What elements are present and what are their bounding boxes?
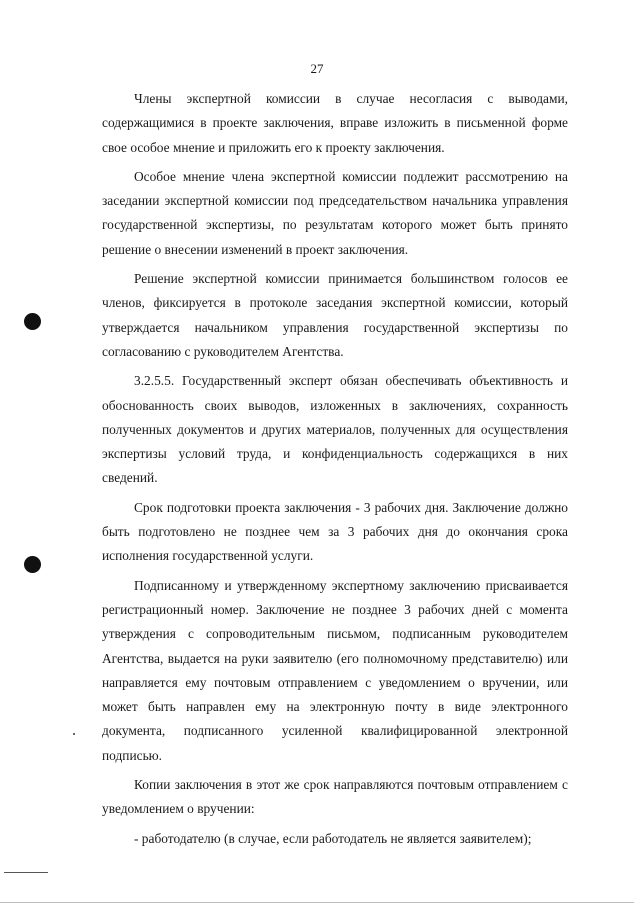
paragraph: 3.2.5.5. Государственный эксперт обязан обеспечивать объективность и обоснованность своих выводов, изложенных в заключениях, сохранность полученных документов и других материалов, полученных для осуществления экспертизы условий труда, и конфиденциальность содержащихся в них сведений. <box>102 373 568 486</box>
document-body <box>102 87 568 851</box>
scan-artifact <box>73 733 75 735</box>
scan-artifact <box>4 872 48 873</box>
paragraph: Члены экспертной комиссии в случае несогласия с выводами, содержащимися в проекте заключения, вправе изложить в письменной форме свое особое мнение и приложить его к проекту заключения. <box>102 91 568 155</box>
paragraph: Решение экспертной комиссии принимается большинством голосов ее членов, фиксируется в протоколе заседания экспертной комиссии, который утверждается начальником управления государственной экспертизы по согласованию с руководителем Агентства. <box>102 271 568 359</box>
paragraph: Копии заключения в этот же срок направляются почтовым отправлением с уведомлением о вручении: <box>102 777 568 817</box>
paragraph: Подписанному и утвержденному экспертному заключению присваивается регистрационный номер. Заключение не позднее 3 рабочих дней с момента утверждения с сопроводительным письмом, подписанным руководителем Агентства, выдается на руки заявителю (его полномочному представителю) или направляется ему почтовым отправлением с уведомлением о вручении, или может быть направлен ему на электронную почту в виде электронного документа, подписанного усиленной квалифицированной электронной подписью. <box>102 577 568 763</box>
list-item: - работодателю (в случае, если работодатель не является заявителем); <box>134 830 532 846</box>
page-edge <box>0 902 634 903</box>
paragraph: Срок подготовки проекта заключения - 3 рабочих дня. Заключение должно быть подготовлено не позднее чем за 3 рабочих дня до окончания срока исполнения государственной услуги. <box>102 499 568 564</box>
punch-hole <box>24 313 41 330</box>
page-number: 27 <box>310 61 324 76</box>
punch-hole <box>24 556 41 573</box>
paragraph: Особое мнение члена экспертной комиссии подлежит рассмотрению на заседании экспертной комиссии под председательством начальника управления государственной экспертизы, по результатам которого может быть принято решение о внесении изменений в проект заключения. <box>102 168 568 257</box>
